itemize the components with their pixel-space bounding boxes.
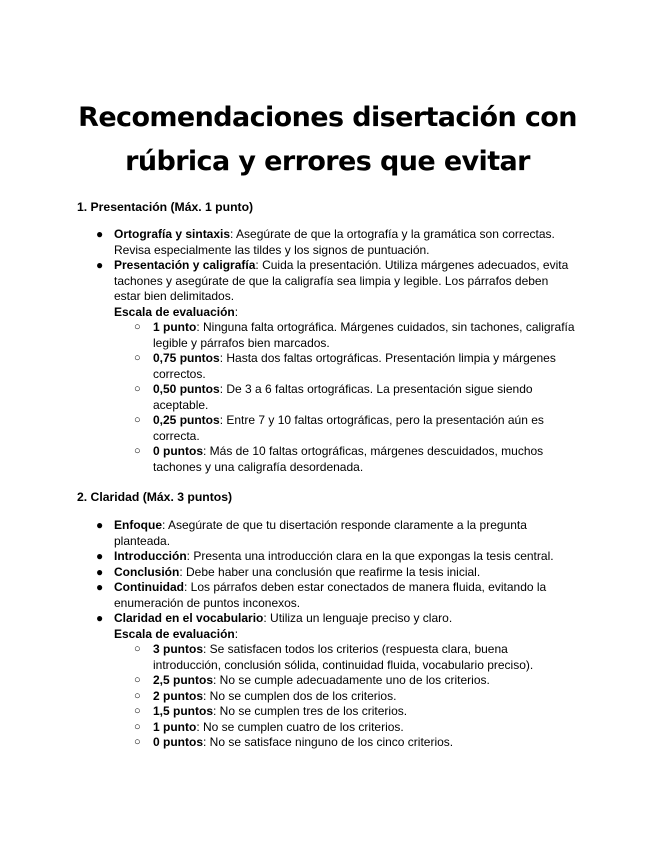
circle-bullet-icon: ○ [134, 689, 141, 702]
item-label: Enfoque [114, 518, 162, 532]
section-1-body [0, 227, 655, 475]
scale-points: 3 puntos [153, 642, 203, 656]
item-label: Ortografía y sintaxis [114, 227, 231, 241]
scale-item [0, 735, 577, 751]
scale-text: : De 3 a 6 faltas ortográficas. La presentación sigue siendo aceptable. [153, 382, 533, 412]
bullet-icon: ● [96, 564, 104, 579]
title-line-2: rúbrica y errores que evitar [125, 146, 530, 177]
bullet-icon: ● [96, 580, 104, 594]
bullet-icon: ● [96, 518, 104, 532]
scale-label: Escala de evaluación: [114, 304, 239, 319]
scale-item [0, 320, 577, 351]
scale-points: 1 punto [153, 320, 197, 334]
scale-text: : Hasta dos faltas ortográficas. Presentación limpia y márgenes correctos. [153, 351, 556, 381]
item-text: : Utiliza un lenguaje preciso y claro. [263, 611, 453, 625]
bullet-icon: ● [96, 258, 104, 272]
scale-text: : No se cumplen tres de los criterios. [213, 704, 408, 718]
scale-item [0, 720, 577, 736]
scale-points: 0 puntos [153, 735, 203, 749]
list-item [0, 227, 576, 258]
bullet-icon: ● [96, 227, 104, 241]
circle-bullet-icon: ○ [134, 383, 141, 395]
list-item [0, 518, 576, 549]
circle-bullet-icon: ○ [134, 720, 141, 733]
list-item [0, 580, 576, 611]
scale-text: : Se satisfacen todos los criterios (respuesta clara, buena introducción, conclusión sólida, continuidad fluida, vocabulario preciso). [153, 642, 534, 672]
document-title [40, 96, 615, 184]
scale-text: : Ninguna falta ortográfica. Márgenes cuidados, sin tachones, caligrafía legible y párrafos bien marcados. [153, 320, 575, 350]
scale-item [0, 351, 577, 382]
list-item [0, 549, 576, 565]
circle-bullet-icon: ○ [134, 643, 141, 655]
scale-points: 2,5 puntos [153, 673, 214, 687]
scale-points: 1 punto [153, 719, 197, 734]
section-2-heading: 2. Claridad (Máx. 3 puntos) [77, 490, 233, 504]
scale-text: : No se cumplen cuatro de los criterios. [196, 719, 404, 734]
item-text: : Los párrafos deben estar conectados de manera fluida, evitando la enumeración de puntos inconexos. [114, 580, 547, 610]
item-text: : Debe haber una conclusión que reafirme la tesis inicial. [179, 564, 481, 579]
item-label: Introducción [114, 549, 187, 563]
circle-bullet-icon: ○ [134, 705, 141, 717]
circle-bullet-icon: ○ [134, 445, 141, 457]
scale-points: 0,50 puntos [153, 382, 220, 396]
scale-points: 1,5 puntos [153, 704, 214, 718]
list-item [0, 565, 576, 581]
scale-item [0, 689, 577, 705]
scale-label: Escala de evaluación: [114, 626, 239, 641]
section-1-heading: 1. Presentación (Máx. 1 punto) [77, 200, 254, 214]
bullet-icon: ● [96, 611, 104, 625]
scale-item [0, 642, 577, 673]
scale-item [0, 444, 577, 475]
scale-text: : No se satisface ninguno de los cinco criterios. [203, 735, 454, 749]
scale-item [0, 673, 577, 689]
item-text: : Asegúrate de que tu disertación responde claramente a la pregunta planteada. [114, 518, 527, 548]
list-item [0, 258, 576, 305]
title-line-1: Recomendaciones disertación con [78, 102, 577, 133]
bullet-icon: ● [96, 549, 104, 563]
list-item [0, 611, 576, 627]
circle-bullet-icon: ○ [134, 352, 141, 364]
scale-item [0, 382, 577, 413]
item-text: : Presenta una introducción clara en la que expongas la tesis central. [186, 549, 554, 563]
item-label: Claridad en el vocabulario [114, 611, 264, 625]
scale-text: : Entre 7 y 10 faltas ortográficas, pero la presentación aún es correcta. [153, 413, 544, 443]
scale-text: : No se cumplen dos de los criterios. [203, 688, 397, 703]
scale-points: 0,75 puntos [153, 351, 220, 365]
item-label: Presentación y caligrafía [114, 258, 256, 272]
section-2-body [0, 518, 655, 751]
scale-item [0, 413, 577, 444]
item-label: Conclusión [114, 564, 180, 579]
scale-points: 0,25 puntos [153, 413, 220, 427]
circle-bullet-icon: ○ [134, 414, 141, 426]
scale-points: 2 puntos [153, 688, 203, 703]
scale-item [0, 704, 577, 720]
item-label: Continuidad [114, 580, 184, 594]
scale-text: : No se cumple adecuadamente uno de los criterios. [213, 673, 490, 687]
item-text: : Cuida la presentación. Utiliza márgenes adecuados, evita tachones y asegúrate de que la caligrafía sea limpia y legible. Los párrafos deben estar bien delimitados. [114, 258, 569, 303]
item-text: : Asegúrate de que la ortografía y la gramática son correctas. Revisa especialmente las tildes y los signos de puntuación. [114, 227, 555, 257]
circle-bullet-icon: ○ [134, 321, 141, 333]
circle-bullet-icon: ○ [134, 674, 141, 686]
circle-bullet-icon: ○ [134, 736, 141, 748]
scale-points: 0 puntos [153, 444, 203, 458]
scale-text: : Más de 10 faltas ortográficas, márgenes descuidados, muchos tachones y una caligrafía desordenada. [153, 444, 544, 474]
